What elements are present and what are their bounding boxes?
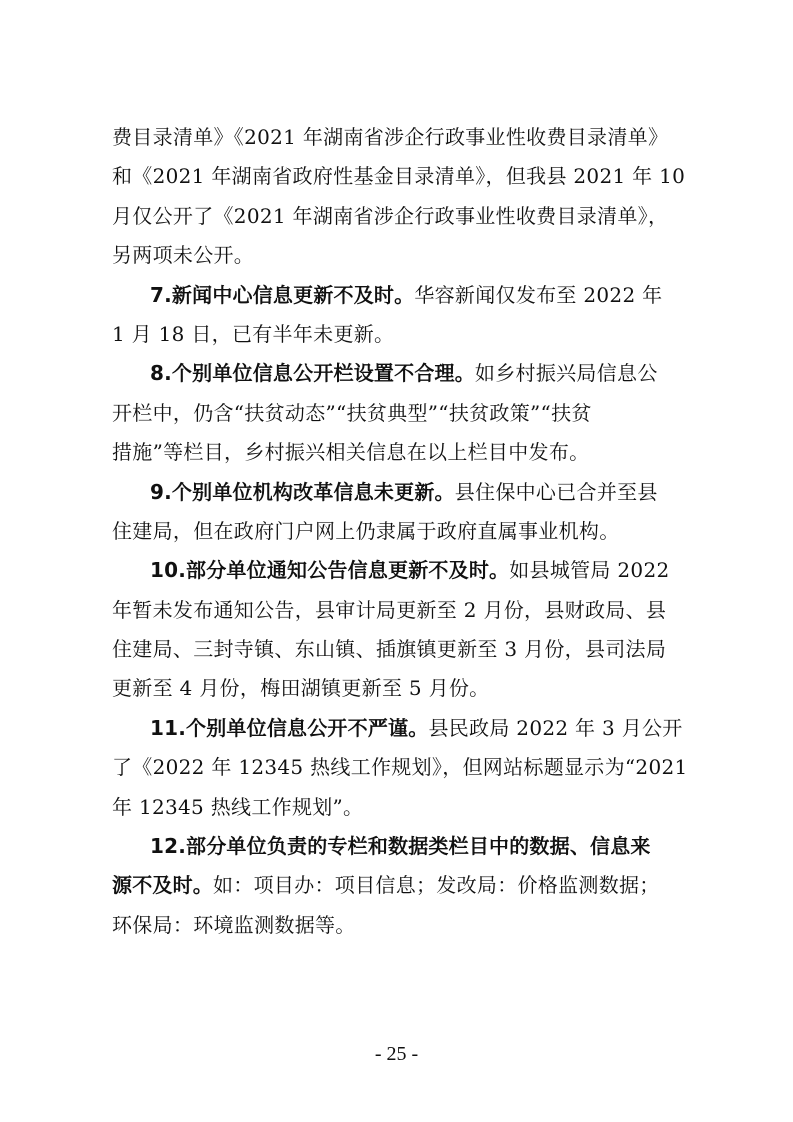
text-line-18: 年 12345 热线工作规划”。 bbox=[112, 794, 364, 819]
item-8-heading-line: 8.个别单位信息公开栏设置不合理。如乡村振兴局信息公 bbox=[150, 361, 658, 386]
item-12-heading-line bbox=[112, 827, 682, 866]
text-line-15: 更新至 4 月份，梅田湖镇更新至 5 月份。 bbox=[112, 676, 490, 701]
text-line-21: 环保局：环境监测数据等。 bbox=[112, 912, 356, 937]
item-10-heading: 10.部分单位通知公告信息更新不及时。 bbox=[150, 558, 510, 583]
item-12-heading: 12.部分单位负责的专栏和数据类栏目中的数据、信息来 bbox=[150, 834, 651, 859]
text-line-8: 开栏中，仍含“扶贫动态”“扶贫典型”“扶贫政策”“扶贫 bbox=[112, 400, 592, 425]
item-9-heading: 9.个别单位机构改革信息未更新。 bbox=[150, 479, 455, 504]
item-11-heading-line: 11.个别单位信息公开不严谨。县民政局 2022 年 3 月公开 bbox=[150, 715, 683, 740]
item-12-heading-continued-line: 源不及时。如：项目办：项目信息；发改局：价格监测数据； bbox=[112, 873, 660, 898]
text-line-1: 费目录清单》《2021 年湖南省涉企行政事业性收费目录清单》 bbox=[112, 125, 669, 149]
body-text bbox=[112, 118, 688, 945]
item-8-heading: 8.个别单位信息公开栏设置不合理。 bbox=[150, 361, 475, 386]
text-line-6: 1 月 18 日，已有半年未更新。 bbox=[112, 321, 395, 346]
text-line-9: 措施”等栏目，乡村振兴相关信息在以上栏目中发布。 bbox=[112, 440, 590, 465]
item-7-heading: 7.新闻中心信息更新不及时。 bbox=[150, 282, 415, 307]
text-line-17: 了《2022 年 12345 热线工作规划》，但网站标题显示为“2021 bbox=[112, 755, 688, 780]
text-line-13: 年暂未发布通知公告，县审计局更新至 2 月份，县财政局、县 bbox=[112, 597, 667, 622]
text-line-11: 住建局，但在政府门户网上仍隶属于政府直属事业机构。 bbox=[112, 518, 620, 543]
item-11-heading: 11.个别单位信息公开不严谨。 bbox=[150, 715, 429, 740]
item-9-heading-line: 9.个别单位机构改革信息未更新。县住保中心已合并至县 bbox=[150, 479, 658, 504]
item-12-heading-continued: 源不及时。 bbox=[112, 873, 213, 898]
text-line-3: 月仅公开了《2021 年湖南省涉企行政事业性收费目录清单》， bbox=[112, 203, 669, 228]
text-line-2: 和《2021 年湖南省政府性基金目录清单》，但我县 2021 年 10 bbox=[112, 164, 686, 189]
text-line-4: 另两项未公开。 bbox=[112, 243, 255, 268]
item-7-heading-line: 7.新闻中心信息更新不及时。华容新闻仅发布至 2022 年 bbox=[150, 282, 663, 307]
page-number: - 25 - bbox=[374, 1043, 419, 1065]
text-line-14: 住建局、三封寺镇、东山镇、插旗镇更新至 3 月份，县司法局 bbox=[112, 637, 667, 662]
item-10-heading-line: 10.部分单位通知公告信息更新不及时。如县城管局 2022 bbox=[150, 558, 670, 583]
